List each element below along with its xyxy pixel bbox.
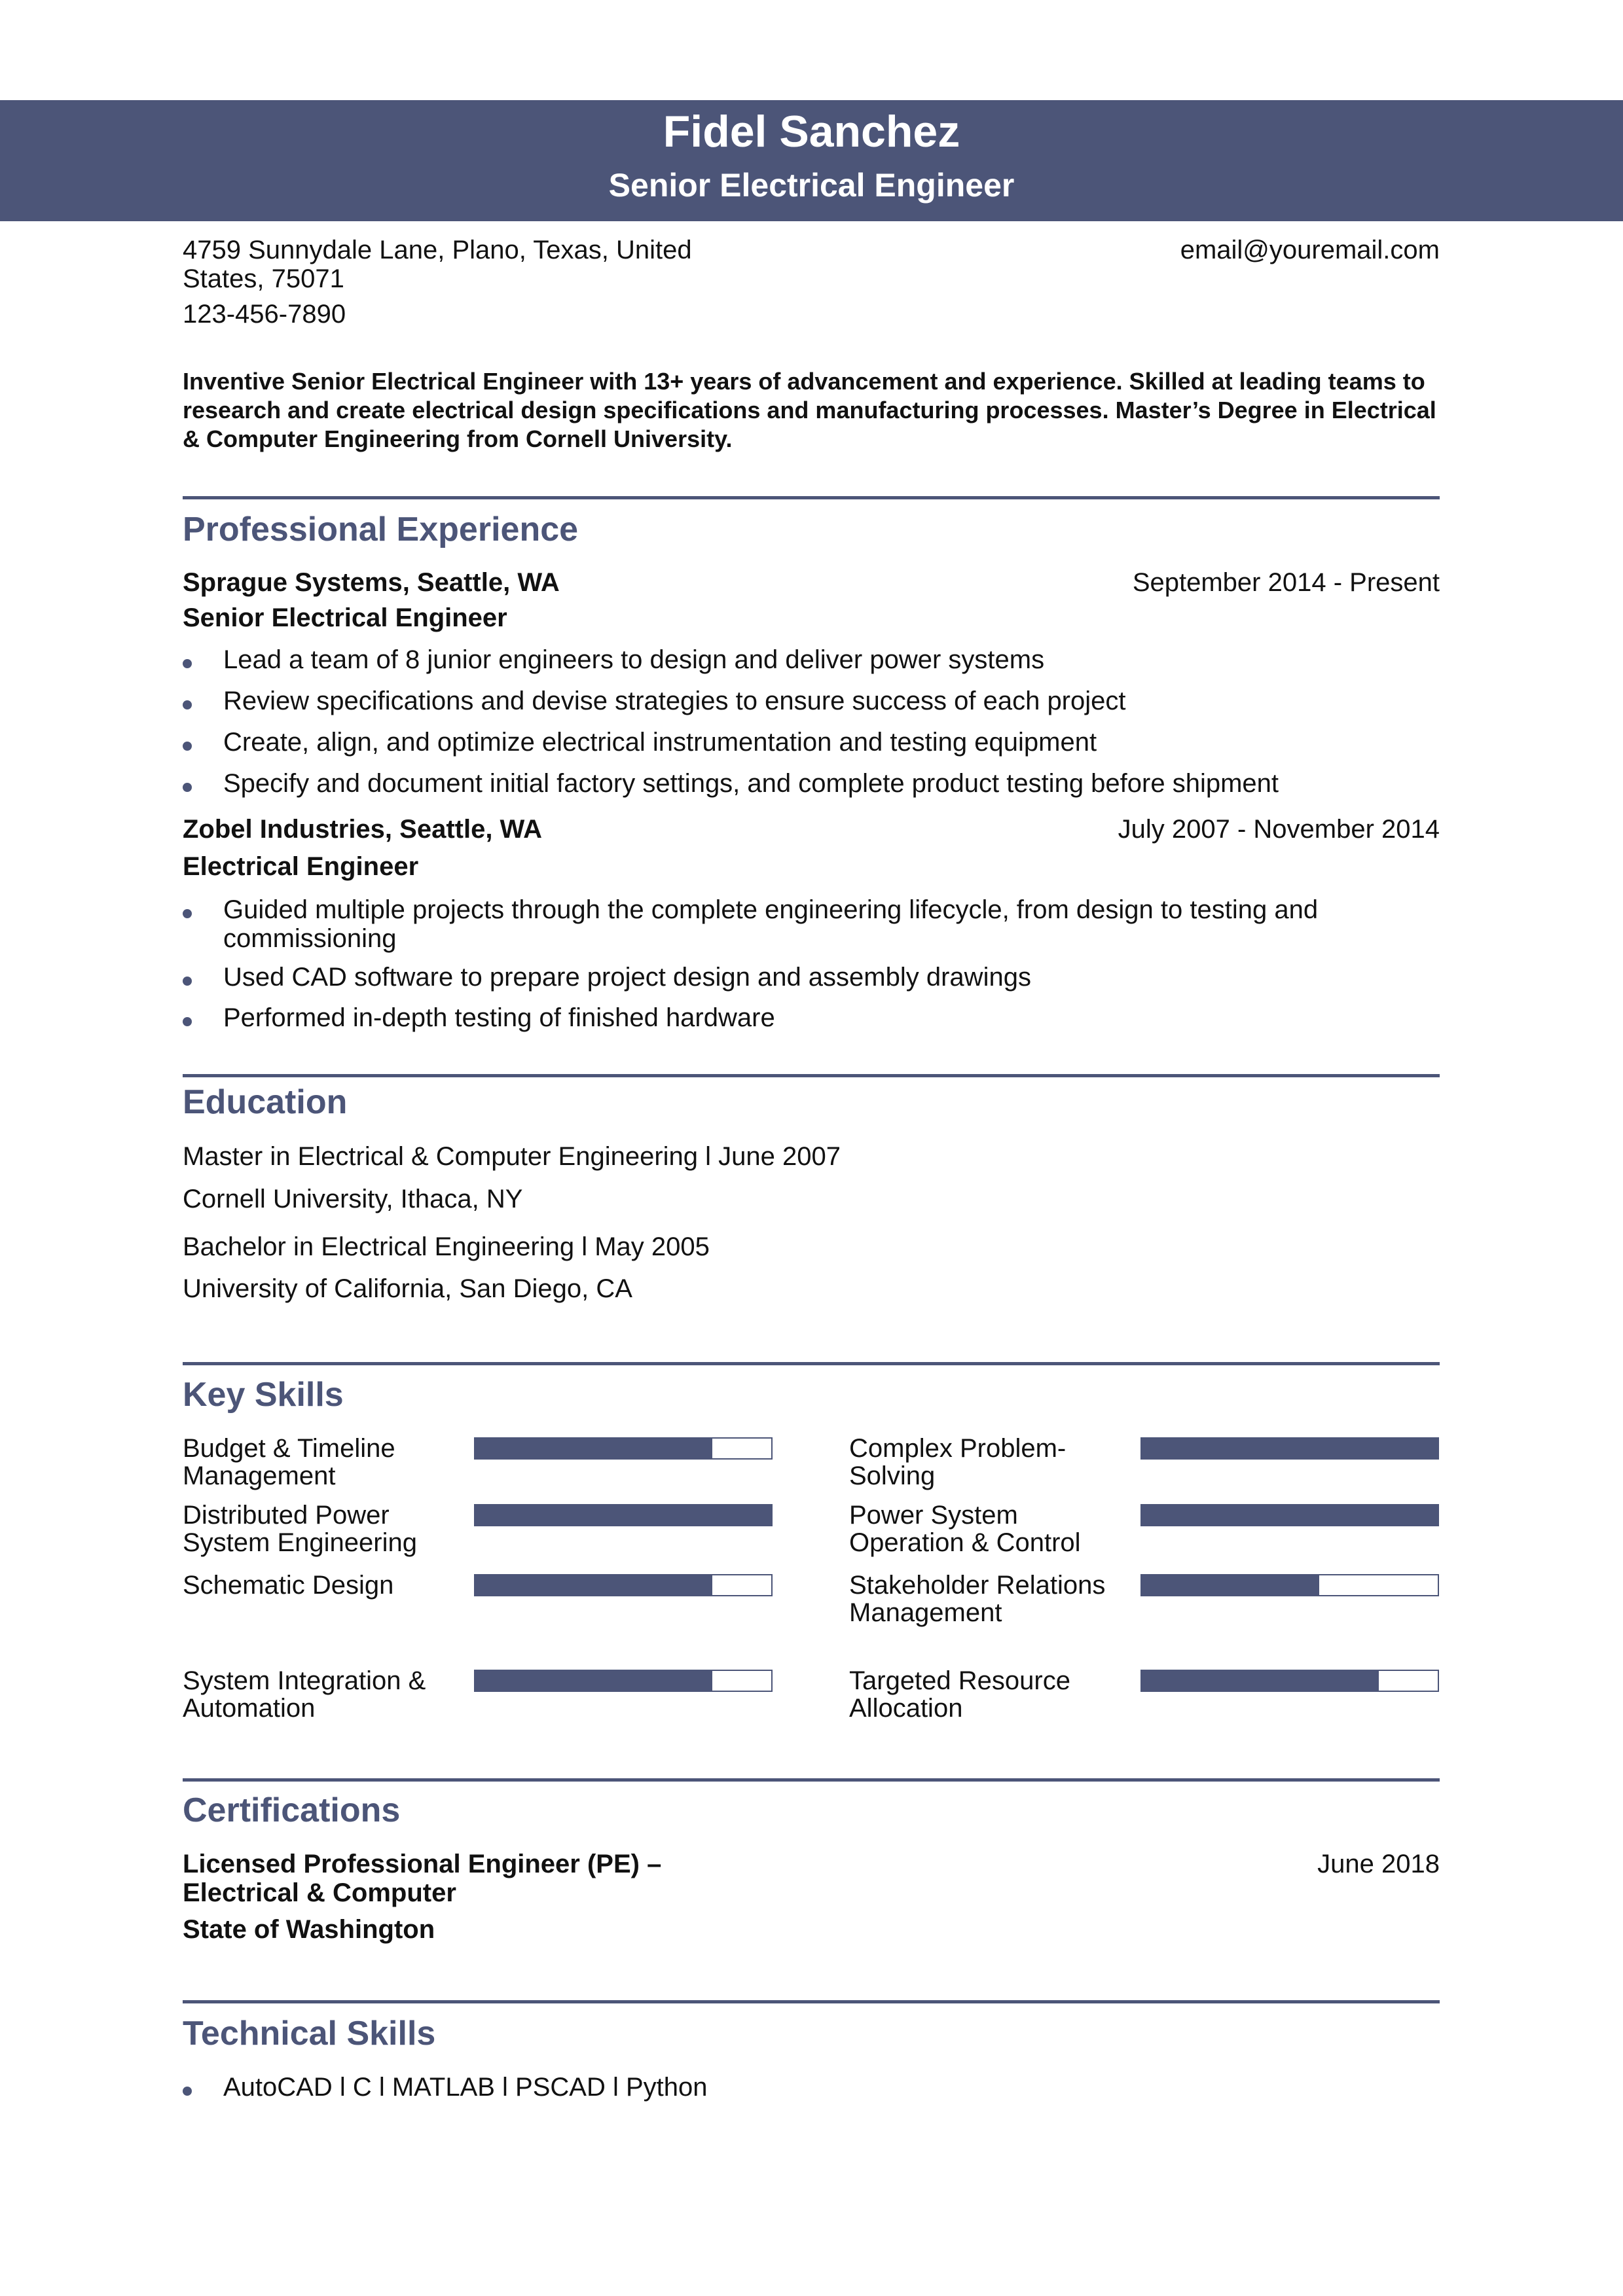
- list-item: [183, 769, 1440, 798]
- skill-label: Budget & Timeline Management: [183, 1434, 395, 1490]
- candidate-name: Fidel Sanchez: [663, 107, 960, 156]
- bullet-icon: [183, 742, 192, 751]
- bullet-icon: [183, 977, 192, 986]
- list-item: [183, 1003, 1440, 1032]
- skill-level-bar: [474, 1574, 773, 1596]
- job-company: [183, 568, 1440, 597]
- section-title-experience: Professional Experience: [183, 511, 579, 548]
- list-item-text: Lead a team of 8 junior engineers to design and deliver power systems: [223, 645, 1045, 674]
- job-role: Senior Electrical Engineer: [183, 603, 507, 632]
- list-item-text: AutoCAD l C l MATLAB l PSCAD l Python: [223, 2073, 708, 2102]
- list-item-text: Performed in-depth testing of finished hardware: [223, 1003, 775, 1032]
- certification-date: June 2018: [1317, 1850, 1440, 1878]
- bullet-icon: [183, 2087, 192, 2096]
- contact-phone: 123-456-7890: [183, 300, 346, 329]
- list-item-text: Guided multiple projects through the complete engineering lifecycle, from design to testing and commissioning: [223, 895, 1319, 953]
- skill-level-fill: [475, 1505, 771, 1525]
- skill-level-bar: [1140, 1574, 1439, 1596]
- section-title-technical-skills: Technical Skills: [183, 2015, 436, 2053]
- certification-issuer: State of Washington: [183, 1915, 435, 1944]
- job-role: Electrical Engineer: [183, 852, 419, 881]
- list-item: [183, 728, 1440, 757]
- section-divider: [183, 1778, 1440, 1782]
- bullet-icon: [183, 659, 192, 668]
- skill-level-fill: [475, 1439, 712, 1458]
- certification-name: Licensed Professional Engineer (PE) – Electrical & Computer: [183, 1850, 662, 1907]
- job-dates: September 2014 - Present: [1132, 568, 1440, 597]
- skill-level-fill: [1142, 1439, 1438, 1458]
- header-band: [0, 100, 1623, 221]
- skill-label: System Integration & Automation: [183, 1666, 426, 1723]
- list-item-text: Review specifications and devise strategies to ensure success of each project: [223, 687, 1126, 715]
- section-divider: [183, 1074, 1440, 1077]
- list-item: [183, 645, 1440, 674]
- skill-level-fill: [1142, 1575, 1319, 1595]
- list-item-text: Used CAD software to prepare project design and assembly drawings: [223, 963, 1031, 992]
- list-item: [183, 2073, 1440, 2102]
- skill-level-bar: [1140, 1437, 1439, 1460]
- education-school: University of California, San Diego, CA: [183, 1274, 632, 1303]
- professional-summary: Inventive Senior Electrical Engineer with 13+ years of advancement and experience. Skilled at leading teams to research and create electrical design specifications and manufacturing processes. Master’s Degree in Electrical & Computer Engineering from Cornell University.: [183, 368, 1436, 452]
- skill-level-fill: [1142, 1505, 1438, 1525]
- section-divider: [183, 496, 1440, 499]
- certification-row: [183, 1850, 1440, 1907]
- bullet-icon: [183, 783, 192, 792]
- skill-label: Schematic Design: [183, 1571, 394, 1600]
- bullet-icon: [183, 700, 192, 709]
- list-item: [183, 687, 1440, 715]
- skill-level-bar: [1140, 1670, 1439, 1692]
- section-title-certifications: Certifications: [183, 1791, 401, 1829]
- skill-level-fill: [1142, 1671, 1379, 1691]
- skill-level-bar: [1140, 1504, 1439, 1526]
- list-item: [183, 963, 1440, 992]
- list-item-text: Create, align, and optimize electrical instrumentation and testing equipment: [223, 728, 1097, 757]
- job-company-name: Zobel Industries, Seattle, WA: [183, 815, 542, 844]
- education-degree: Bachelor in Electrical Engineering l May 2005: [183, 1232, 710, 1261]
- skill-level-fill: [475, 1575, 712, 1595]
- skill-label: Stakeholder Relations Management: [849, 1571, 1106, 1627]
- skill-level-bar: [474, 1670, 773, 1692]
- bullet-icon: [183, 909, 192, 918]
- skill-label: Complex Problem-Solving: [849, 1434, 1067, 1490]
- candidate-title: Senior Electrical Engineer: [608, 167, 1015, 204]
- skill-level-bar: [474, 1504, 773, 1526]
- section-title-skills: Key Skills: [183, 1376, 344, 1414]
- skill-level-fill: [475, 1671, 712, 1691]
- skill-label: Targeted Resource Allocation: [849, 1666, 1070, 1723]
- skill-level-bar: [474, 1437, 773, 1460]
- education-degree: Master in Electrical & Computer Engineering l June 2007: [183, 1142, 841, 1171]
- bullet-icon: [183, 1017, 192, 1026]
- education-school: Cornell University, Ithaca, NY: [183, 1185, 523, 1213]
- list-item-text: Specify and document initial factory settings, and complete product testing before shipment: [223, 769, 1279, 798]
- list-item: [183, 895, 1440, 953]
- contact-address: 4759 Sunnydale Lane, Plano, Texas, United States, 75071: [183, 236, 692, 293]
- section-divider: [183, 1362, 1440, 1365]
- section-title-education: Education: [183, 1083, 348, 1121]
- skill-label: Power System Operation & Control: [849, 1501, 1081, 1557]
- job-dates: July 2007 - November 2014: [1118, 815, 1440, 844]
- job-company-name: Sprague Systems, Seattle, WA: [183, 568, 560, 597]
- section-divider: [183, 2000, 1440, 2003]
- job-company: [183, 815, 1440, 844]
- contact-email[interactable]: email@youremail.com: [1180, 236, 1440, 264]
- skill-label: Distributed Power System Engineering: [183, 1501, 417, 1557]
